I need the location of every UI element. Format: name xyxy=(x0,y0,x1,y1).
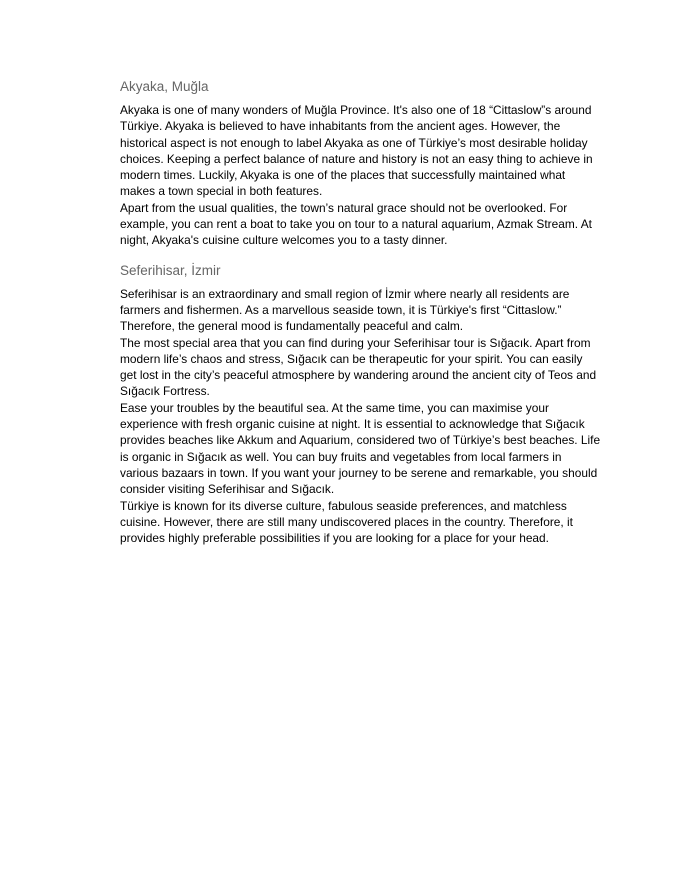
section-heading: Akyaka, Muğla xyxy=(120,79,209,94)
section-akyaka xyxy=(120,78,602,249)
paragraph: Akyaka is one of many wonders of Muğla Province. It's also one of 18 “Cittaslow”s around Türkiye. Akyaka is believed to have inhabitants from the ancient ages. However, the historical aspect is not enough to label Akyaka as one of Türkiye’s most desirable holiday choices. Keeping a perfect balance of nature and history is not an easy thing to achieve in modern times. Luckily, Akyaka is one of the places that successfully maintained what makes a town special in both features. xyxy=(120,103,593,199)
paragraph: The most special area that you can find during your Seferihisar tour is Sığacık. Apart from modern life’s chaos and stress, Sığacık can be therapeutic for your spirit. You can easily get lost in the city’s peaceful atmosphere by wandering around the ancient city of Teos and Sığacık Fortress. xyxy=(120,335,597,399)
paragraph: Apart from the usual qualities, the town’s natural grace should not be overlooked. For example, you can rent a boat to take you on tour to a natural aquarium, Azmak Stream. At night, Akyaka's cuisine culture welcomes you to a tasty dinner. xyxy=(120,200,592,248)
paragraph: Ease your troubles by the beautiful sea. At the same time, you can maximise your experience with fresh organic cuisine at night. It is essential to acknowledge that Sığacık provides beaches like Akkum and Aquarium, considered two of Türkiye’s best beaches. Life is organic in Sığacık as well. You can buy fruits and vegetables from local farmers in various bazaars in town. If you want your journey to be serene and remarkable, you should consider visiting Seferihisar and Sığacık. xyxy=(120,400,601,497)
paragraph: Seferihisar is an extraordinary and small region of İzmir where nearly all residents are farmers and fishermen. As a marvellous seaside town, it is Türkiye's first “Cittaslow.” Therefore, the general mood is fundamentally peaceful and calm. xyxy=(120,286,570,334)
section-heading: Seferihisar, İzmir xyxy=(120,262,221,278)
paragraph: Türkiye is known for its diverse culture, fabulous seaside preferences, and matchless cuisine. However, there are still many undiscovered places in the country. Therefore, it provides highly preferable possibilities if you are looking for a place for your head. xyxy=(120,498,573,546)
section-seferihisar xyxy=(120,262,602,547)
document-page xyxy=(120,78,602,546)
